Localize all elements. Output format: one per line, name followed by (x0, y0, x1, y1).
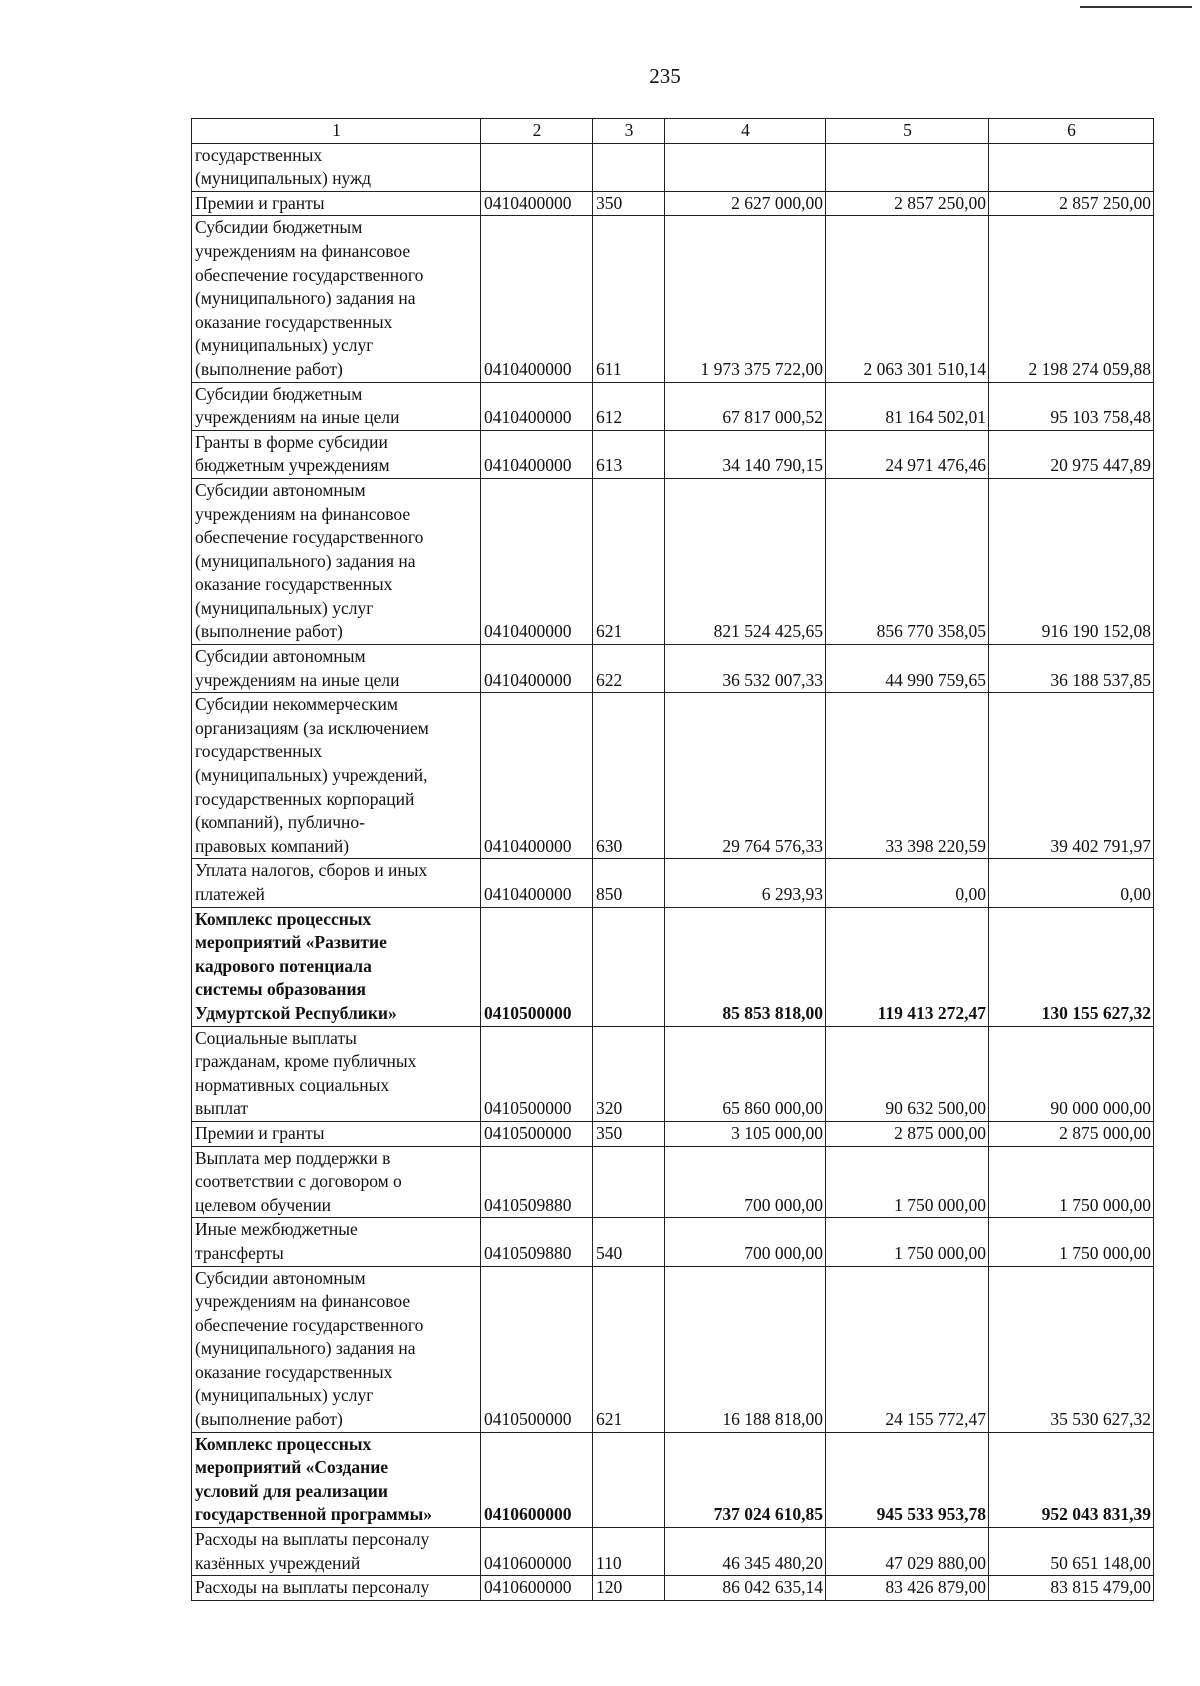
row-name-cell: Комплекс процессных мероприятий «Развитие кадрового потенциала системы образования Удмуртской Республики» (192, 907, 481, 1026)
row-name-cell: Субсидии бюджетным учреждениям на финансовое обеспечение государственного (муниципального) задания на оказание государственных (муниципальных) услуг (выполнение работ) (192, 216, 481, 382)
row-amount-col4-cell: 821 524 425,65 (665, 478, 826, 644)
row-target-code-cell: 0410400000 (481, 859, 593, 907)
row-name-cell: Расходы на выплаты персоналу (192, 1576, 481, 1601)
row-amount-col4-cell: 6 293,93 (665, 859, 826, 907)
column-number-5: 5 (826, 119, 989, 144)
column-number-2: 2 (481, 119, 593, 144)
row-expense-type-cell (593, 143, 665, 191)
row-target-code-cell: 0410500000 (481, 907, 593, 1026)
table-row (192, 1146, 1154, 1218)
row-amount-col5-cell: 1 750 000,00 (826, 1146, 989, 1218)
row-amount-col5-cell: 24 155 772,47 (826, 1266, 989, 1432)
row-amount-col5-cell: 945 533 953,78 (826, 1432, 989, 1527)
row-amount-col6-cell: 90 000 000,00 (989, 1026, 1154, 1121)
row-expense-type-cell: 611 (593, 216, 665, 382)
row-amount-col4-cell: 29 764 576,33 (665, 693, 826, 859)
table-row (192, 216, 1154, 382)
row-name-cell: Выплата мер поддержки в соответствии с договором о целевом обучении (192, 1146, 481, 1218)
row-name-cell: Уплата налогов, сборов и иных платежей (192, 859, 481, 907)
row-name-cell: Премии и гранты (192, 1121, 481, 1146)
table-body (192, 143, 1154, 1600)
column-number-4: 4 (665, 119, 826, 144)
row-name-cell: Гранты в форме субсидии бюджетным учреждениям (192, 430, 481, 478)
row-amount-col6-cell: 2 198 274 059,88 (989, 216, 1154, 382)
row-amount-col5-cell: 2 063 301 510,14 (826, 216, 989, 382)
row-amount-col5-cell: 24 971 476,46 (826, 430, 989, 478)
row-name-cell: Субсидии автономным учреждениям на финансовое обеспечение государственного (муниципального) задания на оказание государственных (муниципальных) услуг (выполнение работ) (192, 1266, 481, 1432)
row-target-code-cell (481, 143, 593, 191)
row-amount-col6-cell: 35 530 627,32 (989, 1266, 1154, 1432)
row-amount-col4-cell: 86 042 635,14 (665, 1576, 826, 1601)
page-number: 235 (649, 64, 681, 88)
row-amount-col5-cell: 81 164 502,01 (826, 382, 989, 430)
table-row (192, 1576, 1154, 1601)
column-number-1: 1 (192, 119, 481, 144)
row-expense-type-cell: 621 (593, 478, 665, 644)
row-amount-col5-cell: 2 875 000,00 (826, 1121, 989, 1146)
row-amount-col6-cell: 83 815 479,00 (989, 1576, 1154, 1601)
table-row (192, 645, 1154, 693)
row-target-code-cell: 0410509880 (481, 1146, 593, 1218)
row-target-code-cell: 0410400000 (481, 430, 593, 478)
row-amount-col6-cell: 2 857 250,00 (989, 191, 1154, 216)
row-amount-col6-cell: 1 750 000,00 (989, 1146, 1154, 1218)
table-row (192, 1121, 1154, 1146)
column-number-row (192, 119, 1154, 144)
row-expense-type-cell: 320 (593, 1026, 665, 1121)
row-amount-col5-cell: 119 413 272,47 (826, 907, 989, 1026)
budget-table (191, 118, 1154, 1601)
table-row (192, 191, 1154, 216)
top-edge-rule (1080, 6, 1192, 8)
row-name-cell: Субсидии некоммерческим организациям (за исключением государственных (муниципальных) учреждений, государственных корпораций (компаний), публично- правовых компаний) (192, 693, 481, 859)
row-expense-type-cell: 622 (593, 645, 665, 693)
row-target-code-cell: 0410509880 (481, 1218, 593, 1266)
row-expense-type-cell: 630 (593, 693, 665, 859)
row-amount-col6-cell: 952 043 831,39 (989, 1432, 1154, 1527)
row-amount-col5-cell: 0,00 (826, 859, 989, 907)
table-row (192, 478, 1154, 644)
row-target-code-cell: 0410400000 (481, 191, 593, 216)
row-name-cell: Комплекс процессных мероприятий «Создание условий для реализации государственной программы» (192, 1432, 481, 1527)
row-amount-col5-cell: 90 632 500,00 (826, 1026, 989, 1121)
row-expense-type-cell: 350 (593, 1121, 665, 1146)
row-amount-col6-cell: 130 155 627,32 (989, 907, 1154, 1026)
table-row (192, 143, 1154, 191)
row-amount-col4-cell: 700 000,00 (665, 1146, 826, 1218)
row-expense-type-cell: 612 (593, 382, 665, 430)
row-amount-col6-cell: 2 875 000,00 (989, 1121, 1154, 1146)
row-amount-col5-cell: 44 990 759,65 (826, 645, 989, 693)
row-target-code-cell: 0410400000 (481, 382, 593, 430)
row-amount-col5-cell: 1 750 000,00 (826, 1218, 989, 1266)
row-amount-col5-cell: 33 398 220,59 (826, 693, 989, 859)
row-expense-type-cell (593, 1432, 665, 1527)
row-amount-col4-cell: 65 860 000,00 (665, 1026, 826, 1121)
row-name-cell: Субсидии бюджетным учреждениям на иные цели (192, 382, 481, 430)
row-name-cell: Расходы на выплаты персоналу казённых учреждений (192, 1528, 481, 1576)
row-amount-col6-cell: 50 651 148,00 (989, 1528, 1154, 1576)
row-name-cell: Социальные выплаты гражданам, кроме публичных нормативных социальных выплат (192, 1026, 481, 1121)
row-amount-col6-cell: 916 190 152,08 (989, 478, 1154, 644)
row-target-code-cell: 0410600000 (481, 1528, 593, 1576)
row-expense-type-cell: 621 (593, 1266, 665, 1432)
table-row (192, 1528, 1154, 1576)
row-amount-col5-cell: 83 426 879,00 (826, 1576, 989, 1601)
row-amount-col6-cell: 36 188 537,85 (989, 645, 1154, 693)
row-amount-col5-cell: 856 770 358,05 (826, 478, 989, 644)
row-target-code-cell: 0410500000 (481, 1266, 593, 1432)
row-amount-col4-cell: 3 105 000,00 (665, 1121, 826, 1146)
row-amount-col6-cell (989, 143, 1154, 191)
row-expense-type-cell: 110 (593, 1528, 665, 1576)
row-expense-type-cell: 540 (593, 1218, 665, 1266)
row-amount-col4-cell: 46 345 480,20 (665, 1528, 826, 1576)
row-amount-col4-cell: 737 024 610,85 (665, 1432, 826, 1527)
row-target-code-cell: 0410400000 (481, 216, 593, 382)
table-row (192, 1218, 1154, 1266)
row-amount-col4-cell: 34 140 790,15 (665, 430, 826, 478)
row-expense-type-cell: 350 (593, 191, 665, 216)
row-amount-col4-cell: 85 853 818,00 (665, 907, 826, 1026)
row-expense-type-cell (593, 1146, 665, 1218)
row-amount-col4-cell: 16 188 818,00 (665, 1266, 826, 1432)
row-target-code-cell: 0410500000 (481, 1121, 593, 1146)
row-amount-col6-cell: 1 750 000,00 (989, 1218, 1154, 1266)
row-target-code-cell: 0410400000 (481, 478, 593, 644)
table-row (192, 1266, 1154, 1432)
row-amount-col4-cell: 1 973 375 722,00 (665, 216, 826, 382)
row-amount-col4-cell: 36 532 007,33 (665, 645, 826, 693)
row-amount-col4-cell: 67 817 000,52 (665, 382, 826, 430)
row-amount-col5-cell: 2 857 250,00 (826, 191, 989, 216)
row-expense-type-cell: 120 (593, 1576, 665, 1601)
row-amount-col6-cell: 39 402 791,97 (989, 693, 1154, 859)
row-target-code-cell: 0410400000 (481, 693, 593, 859)
table-row (192, 907, 1154, 1026)
column-number-6: 6 (989, 119, 1154, 144)
column-number-3: 3 (593, 119, 665, 144)
row-name-cell: Премии и гранты (192, 191, 481, 216)
row-name-cell: Иные межбюджетные трансферты (192, 1218, 481, 1266)
row-target-code-cell: 0410600000 (481, 1432, 593, 1527)
row-amount-col4-cell: 2 627 000,00 (665, 191, 826, 216)
row-target-code-cell: 0410500000 (481, 1026, 593, 1121)
row-name-cell: государственных (муниципальных) нужд (192, 143, 481, 191)
row-target-code-cell: 0410600000 (481, 1576, 593, 1601)
row-name-cell: Субсидии автономным учреждениям на иные цели (192, 645, 481, 693)
row-name-cell: Субсидии автономным учреждениям на финансовое обеспечение государственного (муниципального) задания на оказание государственных (муниципальных) услуг (выполнение работ) (192, 478, 481, 644)
table-row (192, 1026, 1154, 1121)
table-row (192, 1432, 1154, 1527)
row-expense-type-cell (593, 907, 665, 1026)
row-amount-col5-cell (826, 143, 989, 191)
row-expense-type-cell: 850 (593, 859, 665, 907)
row-amount-col6-cell: 0,00 (989, 859, 1154, 907)
row-amount-col6-cell: 95 103 758,48 (989, 382, 1154, 430)
row-amount-col4-cell: 700 000,00 (665, 1218, 826, 1266)
table-row (192, 382, 1154, 430)
row-amount-col6-cell: 20 975 447,89 (989, 430, 1154, 478)
row-expense-type-cell: 613 (593, 430, 665, 478)
table-row (192, 430, 1154, 478)
row-target-code-cell: 0410400000 (481, 645, 593, 693)
table-row (192, 693, 1154, 859)
table-row (192, 859, 1154, 907)
row-amount-col5-cell: 47 029 880,00 (826, 1528, 989, 1576)
row-amount-col4-cell (665, 143, 826, 191)
